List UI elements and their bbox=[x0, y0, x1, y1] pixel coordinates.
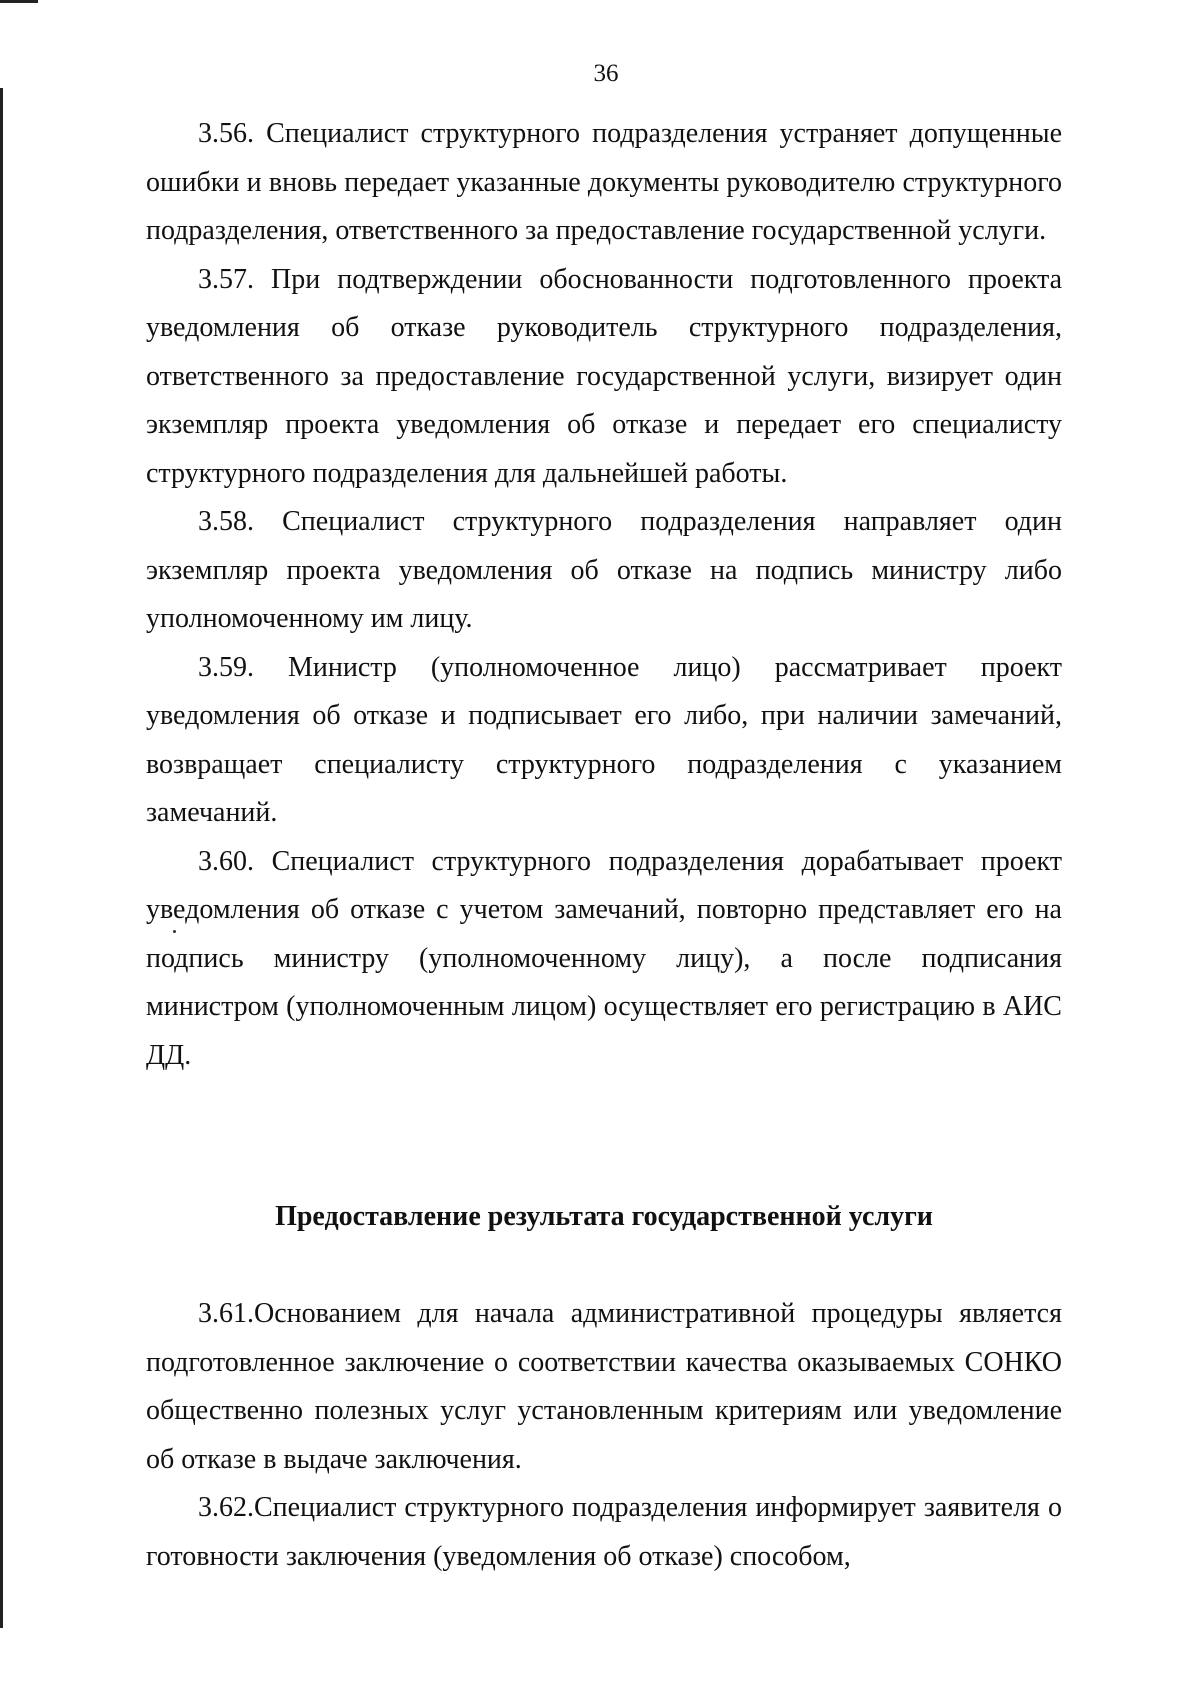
section-heading: Предоставление результата государственной услуги bbox=[275, 1201, 933, 1232]
text-block-bottom bbox=[146, 1290, 1062, 1581]
page-number: 36 bbox=[593, 60, 619, 87]
paragraph-3-58: 3.58. Специалист структурного подразделения направляет один экземпляр проекта уведомления об отказе на подпись министру либо уполномоченному им лицу. bbox=[146, 506, 1062, 634]
paragraph-3-57: 3.57. При подтверждении обоснованности подготовленного проекта уведомления об отказе руководитель структурного подразделения, ответственного за предоставление государственной услуги, визирует один экземпляр проекта уведомления об отказе и передает его специалисту структурного подразделения для дальнейшей работы. bbox=[146, 263, 1062, 489]
paragraph-3-62: 3.62.Специалист структурного подразделения информирует заявителя о готовности заключения (уведомления об отказе) способом, bbox=[146, 1492, 1062, 1572]
text-block-top bbox=[146, 110, 1062, 1080]
scan-edge-left bbox=[0, 88, 3, 1628]
section-heading-block bbox=[146, 1193, 1062, 1241]
paragraph-3-59: 3.59. Министр (уполномоченное лицо) рассматривает проект уведомления об отказе и подписывает его либо, при наличии замечаний, возвращает специалисту структурного подразделения с указанием замечаний. bbox=[146, 651, 1062, 828]
paragraph-3-61: 3.61.Основанием для начала административной процедуры является подготовленное заключение о соответствии качества оказываемых СОНКО общественно полезных услуг установленным критериям или уведомление об отказе в выдаче заключения. bbox=[146, 1298, 1062, 1475]
scan-edge-top bbox=[0, 0, 38, 3]
scan-speck bbox=[173, 930, 176, 933]
paragraph-3-60: 3.60. Специалист структурного подразделения дорабатывает проект уведомления об отказе с учетом замечаний, повторно представляет его на подпись министру (уполномоченному лицу), а после подписания министром (уполномоченным лицом) осуществляет его регистрацию в АИС ДД. bbox=[146, 845, 1062, 1071]
paragraph-3-56: 3.56. Специалист структурного подразделения устраняет допущенные ошибки и вновь передает указанные документы руководителю структурного подразделения, ответственного за предоставление государственной услуги. bbox=[146, 118, 1062, 246]
